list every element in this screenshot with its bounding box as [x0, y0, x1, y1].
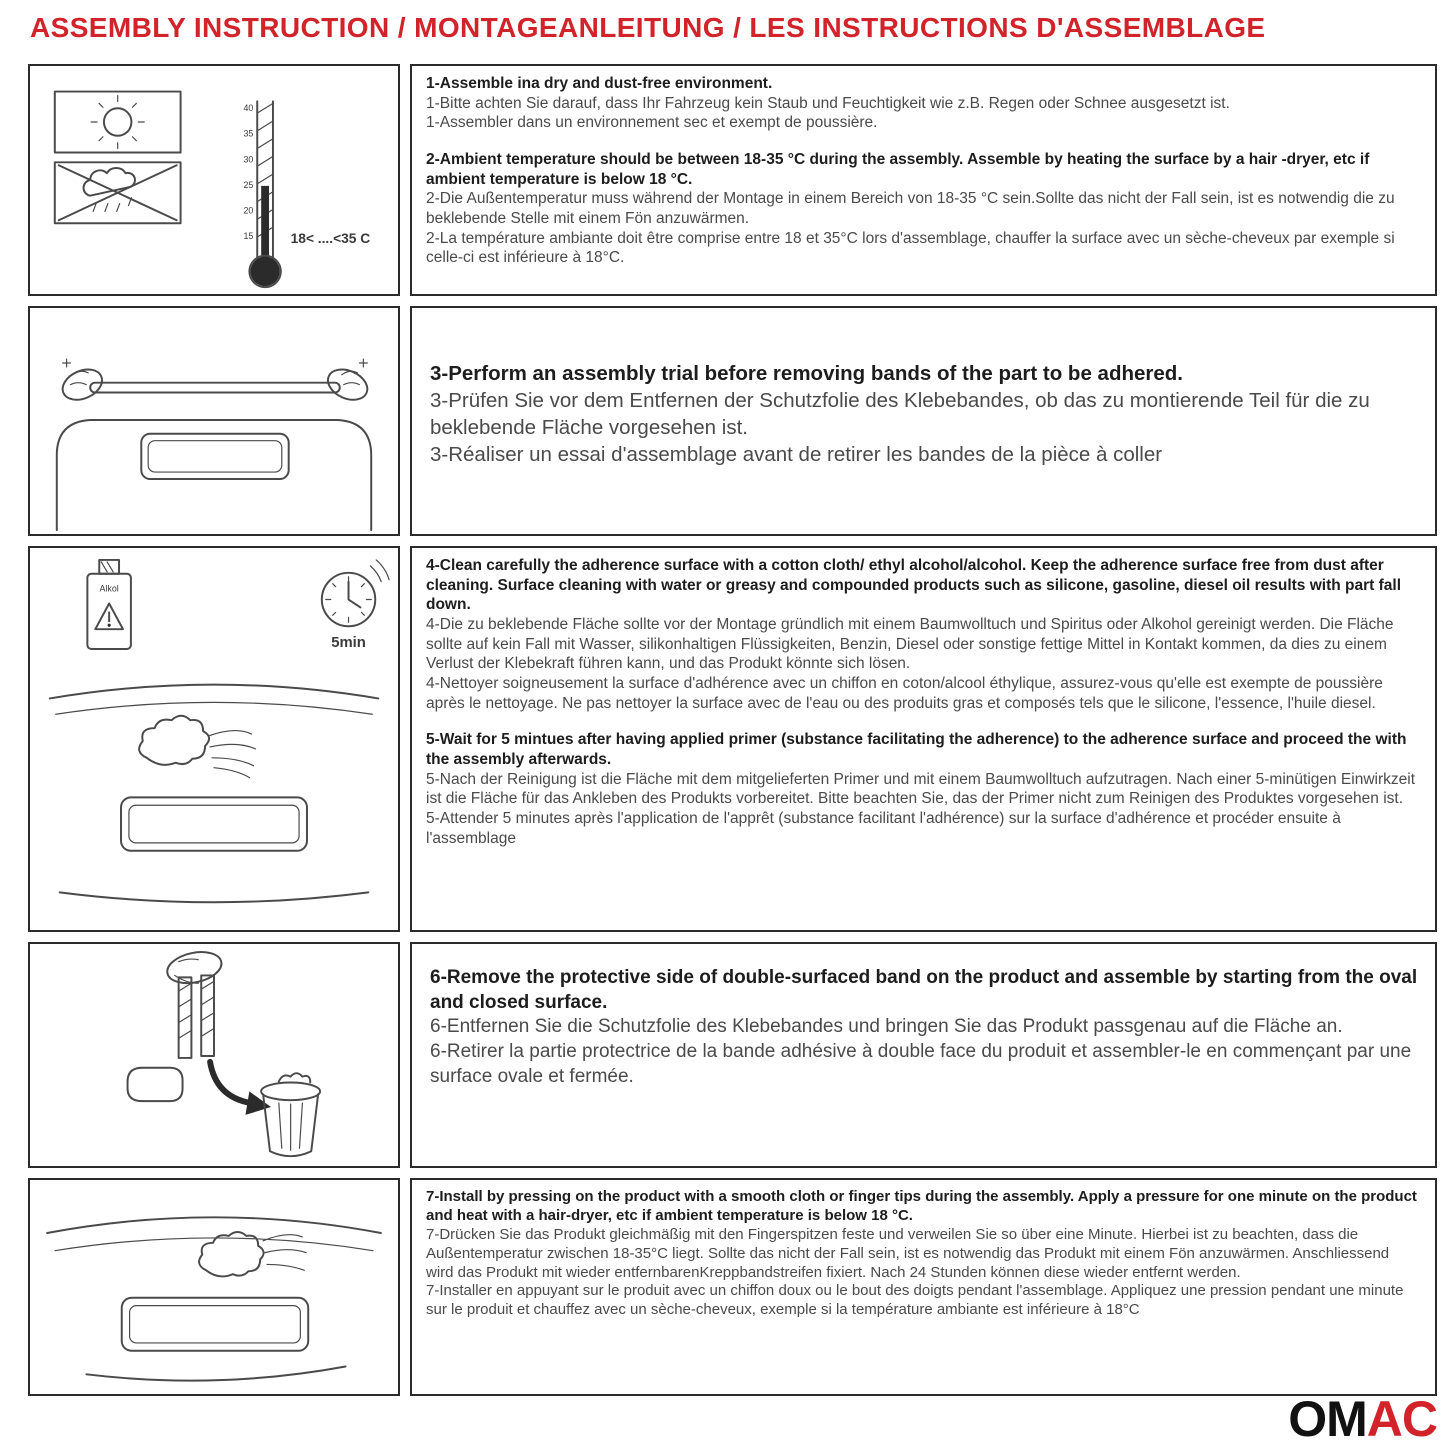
step-3-de: 3-Prüfen Sie vor dem Entfernen der Schutzfolie des Klebebandes, ob das zu montierende Teil für die zu beklebende Fläche vorgesehen ist. [430, 389, 1370, 440]
step-row-3 [28, 306, 1437, 536]
press-install-icon [30, 1180, 398, 1392]
step-7-de: 7-Drücken Sie das Produkt gleichmäßig mit den Fingerspitzen feste und verweilen Sie so über eine Minute. Hierbei ist zu beachten, dass die Außentemperatur zwischen 18-35°C liegt. Sollte das nicht der Fall sein, ist es notwendig das Produkt mit einem Fön anzuwärmen. Anschliessend wird das Produkt mit wieder entfernbarenKreppbandstreifen fixiert. Nach 24 Stunden können diese wieder entfernt werden. [426, 1225, 1390, 1281]
alcohol-bottle-icon [87, 560, 131, 649]
step-6-de: 6-Entfernen Sie die Schutzfolie des Klebebandes und bringen Sie das Produkt passgenau auf die Fläche an. [430, 1016, 1343, 1038]
svg-text:15: 15 [243, 230, 254, 241]
environment-temperature-icon [30, 66, 398, 294]
illustration-environment-temperature [28, 64, 400, 296]
step-3-en: 3-Perform an assembly trial before removing bands of the part to be adhered. [430, 362, 1183, 385]
illustration-peel-band [28, 942, 400, 1168]
tape-strips-icon [179, 975, 214, 1058]
sun-icon [91, 95, 144, 148]
step-5-de: 5-Nach der Reinigung ist die Fläche mit dem mitgelieferten Primer und mit einem Baumwolltuch aufzutragen. Nach einer 5-minütigen Einwirkzeit ist die Fläche für das Ankleben des Produkts vorbereitet. Bitte beachten Sie, das der Primer nicht zum Reinigen des Produktes vorgesehen ist. [426, 770, 1416, 808]
step-1-fr: 1-Assembler dans un environnement sec et exempt de poussière. [426, 114, 878, 132]
step-6-en: 6-Remove the protective side of double-surfaced band on the product and assemble by starting from the oval and closed surface. [430, 967, 1418, 1013]
svg-text:35: 35 [243, 128, 254, 139]
trash-bin-icon [261, 1073, 320, 1156]
illustration-trial-fit [28, 306, 400, 536]
svg-text:30: 30 [243, 154, 254, 165]
omac-logo [1288, 1390, 1437, 1448]
alcohol-label: Alkol [99, 583, 119, 594]
thermometer-icon [243, 101, 370, 287]
step-2-fr: 2-La température ambiante doit être comprise entre 18 et 35°C lors d'assemblage, chauffer la surface avec un sèche-cheveux par exemple si celle-ci est inférieure à 18°C. [426, 229, 1395, 267]
peeling-hand-icon [164, 947, 224, 987]
page-title: ASSEMBLY INSTRUCTION / MONTAGEANLEITUNG / LES INSTRUCTIONS D'ASSEMBLAGE [30, 12, 1266, 43]
step-7-text-box [410, 1178, 1437, 1396]
omac-logo-om: OM [1288, 1391, 1367, 1447]
clean-surface-icon [30, 548, 398, 930]
step-6-text-box [410, 942, 1437, 1168]
step-1-2-text-box [410, 64, 1437, 296]
step-2-en: 2-Ambient temperature should be between 18-35 °C during the assembly. Assemble by heating the surface by a hair -dryer, etc if ambient temperature is below 18 °C. [426, 151, 1370, 188]
step-row-4-5 [28, 546, 1437, 932]
peel-band-icon [30, 944, 398, 1166]
step-3-fr: 3-Réaliser un essai d'assemblage avant de retirer les bandes de la pièce à coller [430, 443, 1163, 467]
illustration-clean-surface [28, 546, 400, 932]
step-4-de: 4-Die zu beklebende Fläche sollte vor der Montage gründlich mit einem Baumwolltuch und Spiritus oder Alkohol gereinigt werden. Die Fläche sollte auf kein Fall mit Wasser, silikonhaltigen Flüssigkeiten, Benzin, Diesel oder sonstige fettige Mittel in Kontakt kommen, da dies zu einem Verlust der Klebekraft führen kann, und das Produkt könnte sich lösen. [426, 616, 1394, 673]
step-4-fr: 4-Nettoyer soigneusement la surface d'adhérence avec un chiffon en coton/alcool éthylique, assurez-vous qu'elle est exempte de poussière après le nettoyage. Ne pas nettoyer la surface avec de l'eau ou des produits gras et composés tels que le silicone, l'essence, l'huile diesel. [426, 675, 1383, 712]
clock-duration-label: 5min [331, 635, 366, 651]
step-2-de: 2-Die Außentemperatur muss während der Montage in einem Bereich von 18-35 °C sein.Sollte das nicht der Fall sein, ist es notwendig die zu beklebende Stelle mit einem Fön anzuwärmen. [426, 190, 1395, 228]
step-row-7 [28, 1178, 1437, 1396]
step-4-5-text-box [410, 546, 1437, 932]
omac-logo-ac: AC [1366, 1391, 1437, 1447]
product-part-icon [128, 1068, 183, 1101]
svg-text:20: 20 [243, 205, 254, 216]
wiping-hand-icon [139, 716, 255, 778]
step-row-1-2 [28, 64, 1437, 296]
step-5-fr: 5-Attender 5 minutes après l'application de l'apprêt (substance facilitant l'adhérence) sur la surface d'adhérence et procéder ensuite à l'assemblage [426, 810, 1341, 847]
step-3-text-box [410, 306, 1437, 536]
svg-text:25: 25 [243, 179, 254, 190]
step-7-en: 7-Install by pressing on the product with a smooth cloth or finger tips during the assembly. Apply a pressure for one minute on the product and heat with a hair-dryer, etc if ambient temperature is below 18 °C. [426, 1188, 1417, 1224]
step-6-fr: 6-Retirer la partie protectrice de la bande adhésive à double face du produit et assembler-le en commençant par une surface ovale et fermée. [430, 1041, 1412, 1087]
clock-icon [322, 560, 389, 651]
thermometer-range-label: 18< ....<35 C [290, 230, 371, 246]
step-4-en: 4-Clean carefully the adherence surface with a cotton cloth/ ethyl alcohol/alcohol. Keep the adherence surface free from dust after cleaning. Surface cleaning with water or greasy and compounded products such as silicone, gasoline, diesel oil results with part fall down. [426, 557, 1402, 614]
no-rain-icon [59, 165, 177, 220]
step-1-de: 1-Bitte achten Sie darauf, dass Ihr Fahrzeug kein Staub und Feuchtigkeit wie z.B. Regen oder Schnee ausgesetzt ist. [426, 94, 1230, 112]
illustration-press-install [28, 1178, 400, 1396]
step-1-en: 1-Assemble ina dry and dust-free environment. [426, 75, 773, 92]
step-row-6 [28, 942, 1437, 1168]
trial-fit-icon [30, 308, 398, 534]
step-5-en: 5-Wait for 5 mintues after having applied primer (substance facilitating the adherence) to the adherence surface and proceed the with the assembly afterwards. [426, 731, 1407, 769]
svg-text:40: 40 [243, 103, 254, 114]
step-7-fr: 7-Installer en appuyant sur le produit avec un chiffon doux ou le bout des doigts pendant l'assemblage. Appliquez une pression pendant une minute sur le produit et chauffez avec un sèche-cheveux, exemple si la température ambiante est inférieure à 18°C [426, 1282, 1404, 1319]
